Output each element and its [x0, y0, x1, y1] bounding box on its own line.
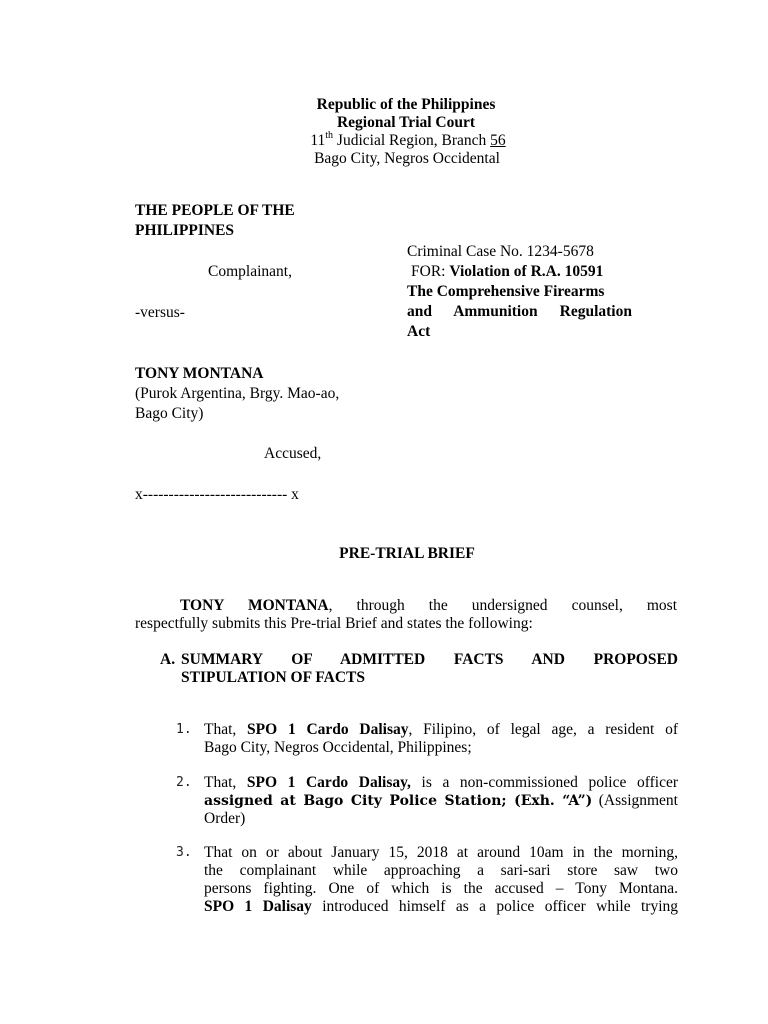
header-court: Regional Trial Court — [336, 114, 476, 131]
complainant-label: Complainant, — [208, 263, 292, 280]
list-item — [176, 720, 678, 760]
item-number: 2. — [176, 775, 192, 790]
versus-label: -versus- — [135, 304, 185, 321]
list-item — [176, 773, 678, 833]
region-ordinal: th — [325, 129, 334, 141]
accused-address-line2: Bago City) — [135, 405, 204, 422]
accused-label: Accused, — [264, 445, 322, 462]
item-2-line3: Order) — [204, 810, 246, 827]
item-text: introduced himself as a police officer while trying — [311, 898, 679, 915]
item-text: That, — [204, 721, 248, 738]
region-number: 11 — [310, 132, 326, 149]
officer-name: SPO 1 Cardo Dalisay, — [246, 774, 411, 791]
plaintiff-name-line2: PHILIPPINES — [135, 222, 235, 239]
item-3-line4 — [204, 897, 678, 916]
charge-line1 — [411, 262, 603, 281]
item-text: is a non-commissioned police officer — [410, 774, 678, 791]
officer-name: SPO 1 Dalisay — [204, 898, 312, 915]
header-republic: Republic of the Philippines — [316, 96, 496, 113]
section-a-heading-line1: SUMMARY OF ADMITTED FACTS AND PROPOSED — [181, 651, 678, 668]
item-number: 1. — [176, 722, 192, 737]
item-1-line1 — [204, 720, 678, 739]
item-2-line2 — [204, 791, 678, 811]
item-number: 3. — [176, 845, 192, 860]
section-a-letter: A. — [160, 651, 176, 668]
branch-number: 56 — [490, 132, 506, 149]
intro-accused-name: TONY MONTANA — [180, 597, 329, 614]
header-location: Bago City, Negros Occidental — [314, 150, 500, 167]
accused-address-line1: (Purok Argentina, Brgy. Mao-ao, — [135, 385, 340, 402]
item-3-line1: That on or about January 15, 2018 at around 10am in the morning, — [204, 844, 678, 861]
list-item — [176, 843, 678, 923]
item-3-line2: the complainant while approaching a sari-sari store saw two — [204, 862, 678, 879]
item-3-line3: persons fighting. One of which is the accused – Tony Montana. — [204, 880, 678, 897]
for-label: FOR: — [411, 263, 450, 280]
item-text: , Filipino, of legal age, a resident of — [408, 721, 679, 738]
document-title: PRE-TRIAL BRIEF — [339, 545, 475, 562]
intro-text: , through the undersigned counsel, most — [328, 597, 678, 614]
intro-line2: respectfully submits this Pre-trial Brief and states the following: — [135, 615, 533, 632]
charge-title: Violation of R.A. 10591 — [449, 263, 604, 280]
plaintiff-name-line1: THE PEOPLE OF THE — [135, 202, 295, 219]
item-2-line1 — [204, 773, 678, 792]
charge-line3: and Ammunition Regulation — [407, 303, 632, 320]
assignment-reference: assigned at Bago City Police Station; (Exh. “A”) — [204, 793, 593, 809]
caption-divider: x---------------------------- x — [135, 486, 299, 503]
item-text: (Assignment — [592, 792, 678, 809]
intro-line1 — [180, 596, 677, 615]
item-text: That, — [204, 774, 247, 791]
region-text: Judicial Region, Branch — [333, 132, 491, 149]
item-1-line2: Bago City, Negros Occidental, Philippines; — [204, 739, 472, 756]
charge-line2: The Comprehensive Firearms — [407, 283, 605, 300]
header-region — [0, 131, 768, 150]
officer-name: SPO 1 Cardo Dalisay — [247, 721, 409, 738]
case-number: Criminal Case No. 1234-5678 — [407, 243, 594, 260]
accused-name: TONY MONTANA — [135, 365, 264, 382]
charge-line4: Act — [407, 323, 431, 340]
section-a-heading-line2: STIPULATION OF FACTS — [181, 669, 366, 686]
